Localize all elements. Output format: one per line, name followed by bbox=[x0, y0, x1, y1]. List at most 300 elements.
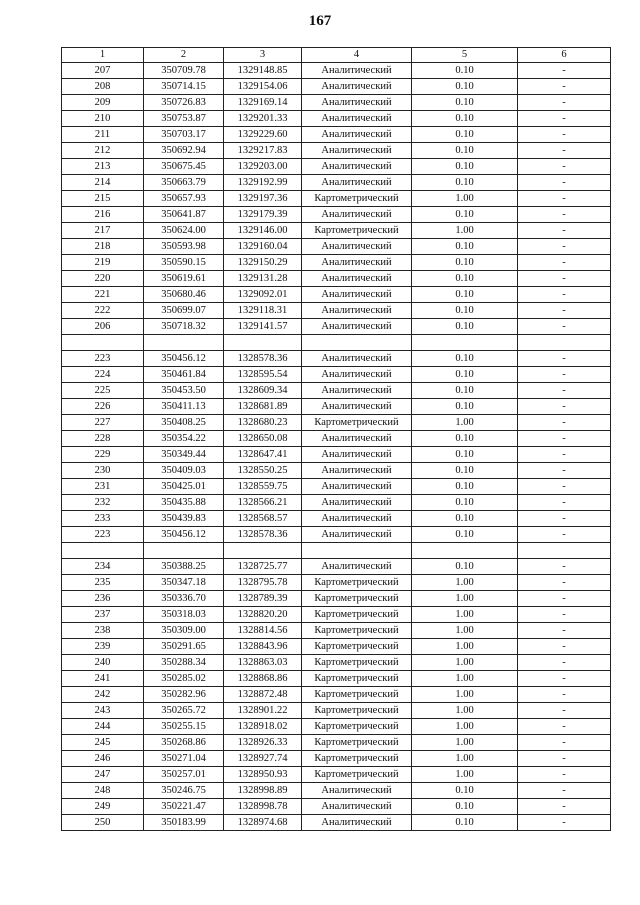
table-cell: 214 bbox=[62, 175, 144, 191]
table-cell: 218 bbox=[62, 239, 144, 255]
table-cell: 208 bbox=[62, 79, 144, 95]
table-cell: 1.00 bbox=[412, 751, 518, 767]
table-cell: 0.10 bbox=[412, 815, 518, 831]
table-cell: 1328680.23 bbox=[224, 415, 302, 431]
table-cell: 0.10 bbox=[412, 63, 518, 79]
table-cell: 234 bbox=[62, 559, 144, 575]
table-cell: 0.10 bbox=[412, 447, 518, 463]
table-cell: Картометрический bbox=[302, 191, 412, 207]
table-cell: Аналитический bbox=[302, 447, 412, 463]
table-row bbox=[62, 655, 611, 671]
coordinates-table bbox=[61, 47, 611, 831]
table-cell: - bbox=[518, 495, 611, 511]
table-row bbox=[62, 511, 611, 527]
table-row bbox=[62, 719, 611, 735]
table-cell: - bbox=[518, 63, 611, 79]
table-cell: 350699.07 bbox=[144, 303, 224, 319]
table-cell bbox=[518, 335, 611, 351]
table-cell: Картометрический bbox=[302, 671, 412, 687]
table-cell: 1329192.99 bbox=[224, 175, 302, 191]
table-cell: - bbox=[518, 751, 611, 767]
table-cell: 350663.79 bbox=[144, 175, 224, 191]
table-cell: 0.10 bbox=[412, 287, 518, 303]
table-row bbox=[62, 63, 611, 79]
table-cell: 1328926.33 bbox=[224, 735, 302, 751]
table-cell: 213 bbox=[62, 159, 144, 175]
table-cell: 223 bbox=[62, 527, 144, 543]
table-cell: Аналитический bbox=[302, 527, 412, 543]
table-cell: 1328998.89 bbox=[224, 783, 302, 799]
table-cell: 212 bbox=[62, 143, 144, 159]
table-cell: 350709.78 bbox=[144, 63, 224, 79]
table-cell: 350641.87 bbox=[144, 207, 224, 223]
table-cell: 221 bbox=[62, 287, 144, 303]
table-cell: Аналитический bbox=[302, 431, 412, 447]
table-cell: 1328650.08 bbox=[224, 431, 302, 447]
table-cell: 236 bbox=[62, 591, 144, 607]
table-cell: 0.10 bbox=[412, 127, 518, 143]
table-cell: 0.10 bbox=[412, 319, 518, 335]
table-cell: 350425.01 bbox=[144, 479, 224, 495]
table-cell: 1328950.93 bbox=[224, 767, 302, 783]
table-cell: 229 bbox=[62, 447, 144, 463]
table-cell: 1328595.54 bbox=[224, 367, 302, 383]
table-cell: 1.00 bbox=[412, 703, 518, 719]
table-cell: 0.10 bbox=[412, 351, 518, 367]
table-cell: 350456.12 bbox=[144, 351, 224, 367]
table-cell: - bbox=[518, 127, 611, 143]
table-cell: 350291.65 bbox=[144, 639, 224, 655]
table-cell: 350624.00 bbox=[144, 223, 224, 239]
table-row bbox=[62, 367, 611, 383]
table-cell: 350692.94 bbox=[144, 143, 224, 159]
table-cell: - bbox=[518, 399, 611, 415]
table-cell: 242 bbox=[62, 687, 144, 703]
table-cell: - bbox=[518, 687, 611, 703]
table-cell: Аналитический bbox=[302, 815, 412, 831]
table-cell: 0.10 bbox=[412, 159, 518, 175]
table-cell: 1328814.56 bbox=[224, 623, 302, 639]
table-row bbox=[62, 191, 611, 207]
table-cell bbox=[302, 335, 412, 351]
table-cell: - bbox=[518, 111, 611, 127]
table-row bbox=[62, 623, 611, 639]
table-cell: 243 bbox=[62, 703, 144, 719]
table-row bbox=[62, 799, 611, 815]
table-cell: 350268.86 bbox=[144, 735, 224, 751]
table-cell: 1328609.34 bbox=[224, 383, 302, 399]
table-cell: - bbox=[518, 767, 611, 783]
table-cell: 1328568.57 bbox=[224, 511, 302, 527]
table-cell: 1.00 bbox=[412, 687, 518, 703]
table-cell: - bbox=[518, 351, 611, 367]
table-row bbox=[62, 431, 611, 447]
column-header: 5 bbox=[412, 48, 518, 63]
table-row bbox=[62, 223, 611, 239]
table-row bbox=[62, 447, 611, 463]
table-cell: Аналитический bbox=[302, 159, 412, 175]
table-cell: 227 bbox=[62, 415, 144, 431]
table-cell: 0.10 bbox=[412, 399, 518, 415]
table-cell bbox=[518, 543, 611, 559]
table-cell: - bbox=[518, 175, 611, 191]
table-cell: Картометрический bbox=[302, 607, 412, 623]
table-cell: 0.10 bbox=[412, 799, 518, 815]
table-cell: - bbox=[518, 655, 611, 671]
table-cell: 350221.47 bbox=[144, 799, 224, 815]
table-cell: 0.10 bbox=[412, 207, 518, 223]
table-cell: Аналитический bbox=[302, 111, 412, 127]
table-cell: 350265.72 bbox=[144, 703, 224, 719]
table-cell: 0.10 bbox=[412, 239, 518, 255]
table-row bbox=[62, 127, 611, 143]
table-cell: 219 bbox=[62, 255, 144, 271]
table-row bbox=[62, 239, 611, 255]
table-row bbox=[62, 479, 611, 495]
table-cell: Аналитический bbox=[302, 287, 412, 303]
table-row bbox=[62, 607, 611, 623]
table-cell: 1.00 bbox=[412, 639, 518, 655]
table-cell: Аналитический bbox=[302, 559, 412, 575]
table-cell: 0.10 bbox=[412, 463, 518, 479]
table-cell: 350354.22 bbox=[144, 431, 224, 447]
table-cell: 1.00 bbox=[412, 591, 518, 607]
table-cell: 0.10 bbox=[412, 383, 518, 399]
table-cell: Аналитический bbox=[302, 319, 412, 335]
table-cell: 350657.93 bbox=[144, 191, 224, 207]
table-cell bbox=[412, 543, 518, 559]
table-row bbox=[62, 463, 611, 479]
table-cell: 350593.98 bbox=[144, 239, 224, 255]
table-cell: 350461.84 bbox=[144, 367, 224, 383]
table-cell: Аналитический bbox=[302, 783, 412, 799]
table-cell: 247 bbox=[62, 767, 144, 783]
table-cell: 1328901.22 bbox=[224, 703, 302, 719]
table-cell: 1329160.04 bbox=[224, 239, 302, 255]
table-cell: 1.00 bbox=[412, 623, 518, 639]
table-cell: 350408.25 bbox=[144, 415, 224, 431]
table-cell: 235 bbox=[62, 575, 144, 591]
table-cell: Аналитический bbox=[302, 175, 412, 191]
table-cell: 245 bbox=[62, 735, 144, 751]
table-cell: - bbox=[518, 255, 611, 271]
table-row bbox=[62, 575, 611, 591]
table-cell: 1328681.89 bbox=[224, 399, 302, 415]
table-row bbox=[62, 687, 611, 703]
table-cell: 0.10 bbox=[412, 783, 518, 799]
table-cell: 350246.75 bbox=[144, 783, 224, 799]
table-cell: Картометрический bbox=[302, 591, 412, 607]
table-cell: Картометрический bbox=[302, 639, 412, 655]
table-cell: 350718.32 bbox=[144, 319, 224, 335]
table-cell: 207 bbox=[62, 63, 144, 79]
table-cell: Аналитический bbox=[302, 351, 412, 367]
table-cell: - bbox=[518, 703, 611, 719]
table-cell: 246 bbox=[62, 751, 144, 767]
table-cell: Аналитический bbox=[302, 143, 412, 159]
table-cell bbox=[144, 335, 224, 351]
table-cell: Аналитический bbox=[302, 271, 412, 287]
table-cell: 225 bbox=[62, 383, 144, 399]
table-row bbox=[62, 319, 611, 335]
table-cell: 1328559.75 bbox=[224, 479, 302, 495]
table-cell: Картометрический bbox=[302, 703, 412, 719]
table-cell: 220 bbox=[62, 271, 144, 287]
table-cell bbox=[224, 335, 302, 351]
table-row bbox=[62, 111, 611, 127]
table-cell: 350619.61 bbox=[144, 271, 224, 287]
table-cell bbox=[302, 543, 412, 559]
table-cell: - bbox=[518, 815, 611, 831]
table-cell: 1328578.36 bbox=[224, 527, 302, 543]
table-row bbox=[62, 175, 611, 191]
table-cell: 1328918.02 bbox=[224, 719, 302, 735]
table-cell: 1.00 bbox=[412, 719, 518, 735]
table-cell: 350453.50 bbox=[144, 383, 224, 399]
table-cell: - bbox=[518, 239, 611, 255]
column-header: 4 bbox=[302, 48, 412, 63]
table-cell: 1329118.31 bbox=[224, 303, 302, 319]
table-cell: Аналитический bbox=[302, 303, 412, 319]
table-cell: 1.00 bbox=[412, 767, 518, 783]
table-cell: 0.10 bbox=[412, 303, 518, 319]
table-cell: 210 bbox=[62, 111, 144, 127]
table-cell: - bbox=[518, 367, 611, 383]
table-cell: - bbox=[518, 575, 611, 591]
table-row bbox=[62, 559, 611, 575]
table-cell: 350439.83 bbox=[144, 511, 224, 527]
table-cell: 240 bbox=[62, 655, 144, 671]
table-cell: 217 bbox=[62, 223, 144, 239]
table-cell: Аналитический bbox=[302, 63, 412, 79]
table-cell: Картометрический bbox=[302, 719, 412, 735]
table-cell: 211 bbox=[62, 127, 144, 143]
table-row bbox=[62, 159, 611, 175]
table-cell: Аналитический bbox=[302, 127, 412, 143]
table-cell: 1328863.03 bbox=[224, 655, 302, 671]
table-row bbox=[62, 399, 611, 415]
page-number: 167 bbox=[308, 13, 332, 29]
table-cell: 1.00 bbox=[412, 735, 518, 751]
table-cell: Аналитический bbox=[302, 239, 412, 255]
table-cell bbox=[62, 543, 144, 559]
table-cell: 350285.02 bbox=[144, 671, 224, 687]
table-cell: 350309.00 bbox=[144, 623, 224, 639]
table-cell bbox=[144, 543, 224, 559]
table-cell: 350726.83 bbox=[144, 95, 224, 111]
table-cell: 248 bbox=[62, 783, 144, 799]
table-cell: Картометрический bbox=[302, 575, 412, 591]
table-cell: 0.10 bbox=[412, 95, 518, 111]
table-row bbox=[62, 207, 611, 223]
table-row bbox=[62, 271, 611, 287]
table-cell: 0.10 bbox=[412, 175, 518, 191]
table-cell: 1.00 bbox=[412, 671, 518, 687]
table-cell: 0.10 bbox=[412, 111, 518, 127]
table-cell: 1329229.60 bbox=[224, 127, 302, 143]
table-cell: - bbox=[518, 623, 611, 639]
column-header: 1 bbox=[62, 48, 144, 63]
table-row bbox=[62, 735, 611, 751]
table-cell: 1329197.36 bbox=[224, 191, 302, 207]
table-cell: 1328795.78 bbox=[224, 575, 302, 591]
table-row bbox=[62, 415, 611, 431]
table-cell: 222 bbox=[62, 303, 144, 319]
table-cell: 215 bbox=[62, 191, 144, 207]
table-cell: 1328725.77 bbox=[224, 559, 302, 575]
table-cell: Картометрический bbox=[302, 223, 412, 239]
table-row bbox=[62, 335, 611, 351]
table-cell: 1328998.78 bbox=[224, 799, 302, 815]
table-cell: 1329131.28 bbox=[224, 271, 302, 287]
table-cell: 0.10 bbox=[412, 527, 518, 543]
table-cell: 1.00 bbox=[412, 191, 518, 207]
table-cell: 1328927.74 bbox=[224, 751, 302, 767]
table-cell: - bbox=[518, 207, 611, 223]
table-cell: 0.10 bbox=[412, 367, 518, 383]
table-cell: 1328974.68 bbox=[224, 815, 302, 831]
table-cell: - bbox=[518, 415, 611, 431]
table-cell: 0.10 bbox=[412, 143, 518, 159]
table-cell: Аналитический bbox=[302, 255, 412, 271]
table-cell: 350456.12 bbox=[144, 527, 224, 543]
table-cell: 350411.13 bbox=[144, 399, 224, 415]
table-cell: 0.10 bbox=[412, 271, 518, 287]
table-cell: - bbox=[518, 287, 611, 303]
table-cell: 350349.44 bbox=[144, 447, 224, 463]
table-cell: 250 bbox=[62, 815, 144, 831]
table-cell: 1328566.21 bbox=[224, 495, 302, 511]
table-cell: 231 bbox=[62, 479, 144, 495]
table-cell: - bbox=[518, 639, 611, 655]
table-cell: 350680.46 bbox=[144, 287, 224, 303]
table-cell: 1329150.29 bbox=[224, 255, 302, 271]
table-cell: - bbox=[518, 783, 611, 799]
table-row bbox=[62, 383, 611, 399]
table-cell: 1329201.33 bbox=[224, 111, 302, 127]
table-row bbox=[62, 527, 611, 543]
table-cell: 1.00 bbox=[412, 607, 518, 623]
table-row bbox=[62, 95, 611, 111]
table-cell: 1328820.20 bbox=[224, 607, 302, 623]
table-cell: 350714.15 bbox=[144, 79, 224, 95]
table-cell: Аналитический bbox=[302, 479, 412, 495]
table-cell: 1328550.25 bbox=[224, 463, 302, 479]
table-cell: 1329217.83 bbox=[224, 143, 302, 159]
table-cell: Картометрический bbox=[302, 655, 412, 671]
table-cell: Аналитический bbox=[302, 399, 412, 415]
table-cell: 1328843.96 bbox=[224, 639, 302, 655]
table-cell: - bbox=[518, 319, 611, 335]
table-cell: 0.10 bbox=[412, 479, 518, 495]
table-row bbox=[62, 303, 611, 319]
table-row bbox=[62, 351, 611, 367]
table-cell bbox=[224, 543, 302, 559]
table-cell: 1329154.06 bbox=[224, 79, 302, 95]
table-cell: Аналитический bbox=[302, 79, 412, 95]
table-cell: - bbox=[518, 607, 611, 623]
table-cell: 1.00 bbox=[412, 415, 518, 431]
table-cell: 1328868.86 bbox=[224, 671, 302, 687]
table-cell: Картометрический bbox=[302, 735, 412, 751]
table-cell: 1329146.00 bbox=[224, 223, 302, 239]
table-row bbox=[62, 639, 611, 655]
table-cell: - bbox=[518, 223, 611, 239]
table-cell: - bbox=[518, 559, 611, 575]
table-cell: 350347.18 bbox=[144, 575, 224, 591]
table-cell: 1.00 bbox=[412, 655, 518, 671]
table-cell: - bbox=[518, 447, 611, 463]
table-cell: - bbox=[518, 719, 611, 735]
table-cell: 223 bbox=[62, 351, 144, 367]
table-cell: - bbox=[518, 671, 611, 687]
table-cell: Аналитический bbox=[302, 511, 412, 527]
table-cell: - bbox=[518, 143, 611, 159]
table-cell: - bbox=[518, 463, 611, 479]
table-cell: Аналитический bbox=[302, 463, 412, 479]
table-cell: 209 bbox=[62, 95, 144, 111]
table-cell: 0.10 bbox=[412, 431, 518, 447]
table-row bbox=[62, 591, 611, 607]
table-cell: 232 bbox=[62, 495, 144, 511]
table-cell: 233 bbox=[62, 511, 144, 527]
table-cell: 249 bbox=[62, 799, 144, 815]
table-cell: Аналитический bbox=[302, 95, 412, 111]
table-row bbox=[62, 143, 611, 159]
table-cell: - bbox=[518, 799, 611, 815]
table-cell: 350675.45 bbox=[144, 159, 224, 175]
table-cell: 238 bbox=[62, 623, 144, 639]
table-cell: 350183.99 bbox=[144, 815, 224, 831]
table-cell: 1328647.41 bbox=[224, 447, 302, 463]
table-cell: Аналитический bbox=[302, 367, 412, 383]
table-cell: 228 bbox=[62, 431, 144, 447]
table-row bbox=[62, 783, 611, 799]
table-cell: 1329179.39 bbox=[224, 207, 302, 223]
table-cell: - bbox=[518, 735, 611, 751]
table-cell: 237 bbox=[62, 607, 144, 623]
table-cell bbox=[62, 335, 144, 351]
table-row bbox=[62, 751, 611, 767]
table-cell: 350257.01 bbox=[144, 767, 224, 783]
table-cell: - bbox=[518, 191, 611, 207]
table-cell: 1329092.01 bbox=[224, 287, 302, 303]
table-cell: 350288.34 bbox=[144, 655, 224, 671]
table-cell: 0.10 bbox=[412, 511, 518, 527]
table-body bbox=[62, 63, 611, 831]
table-row bbox=[62, 495, 611, 511]
table-cell: Картометрический bbox=[302, 767, 412, 783]
table-cell: 206 bbox=[62, 319, 144, 335]
table-cell: 1329169.14 bbox=[224, 95, 302, 111]
table-cell: 1328789.39 bbox=[224, 591, 302, 607]
table-cell: 350409.03 bbox=[144, 463, 224, 479]
table-cell: 241 bbox=[62, 671, 144, 687]
table-cell: 350336.70 bbox=[144, 591, 224, 607]
table-cell: - bbox=[518, 479, 611, 495]
column-header: 6 bbox=[518, 48, 611, 63]
table-cell: 350255.15 bbox=[144, 719, 224, 735]
table-cell: 350282.96 bbox=[144, 687, 224, 703]
table-cell: 0.10 bbox=[412, 255, 518, 271]
table-cell: 350753.87 bbox=[144, 111, 224, 127]
table-cell: 350435.88 bbox=[144, 495, 224, 511]
table-cell: 0.10 bbox=[412, 79, 518, 95]
table-cell: 350271.04 bbox=[144, 751, 224, 767]
table-cell: - bbox=[518, 431, 611, 447]
table-cell: 350703.17 bbox=[144, 127, 224, 143]
table-header-row bbox=[62, 48, 611, 63]
